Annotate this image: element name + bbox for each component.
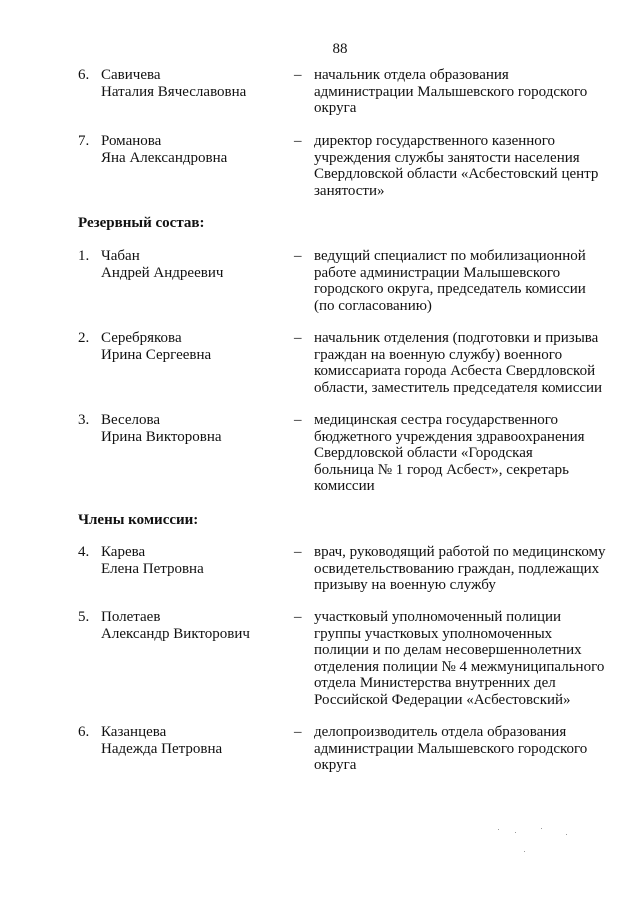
- page-number: 88: [332, 41, 348, 57]
- description-line: городского округа, председатель комиссии: [314, 281, 586, 297]
- description-line: медицинская сестра государственного: [314, 412, 559, 428]
- description-line: группы участковых уполномоченных: [314, 625, 553, 642]
- section-heading-reserve: Резервный состав:: [78, 215, 205, 231]
- description-line: участковый уполномоченный полиции: [314, 609, 562, 625]
- item-number: 6.: [78, 724, 90, 740]
- person-surname: Серебрякова: [101, 330, 182, 346]
- description-line: администрации Малышевского городского: [314, 83, 588, 100]
- item-number: 6.: [78, 67, 90, 83]
- description-line: больница № 1 город Асбест», секретарь: [314, 461, 569, 478]
- dash-separator: –: [294, 133, 302, 149]
- item-number: 3.: [78, 412, 90, 428]
- description-line: комиссариата города Асбеста Свердловской: [314, 363, 596, 379]
- description-line: врач, руководящий работой по медицинскому: [314, 544, 606, 560]
- position-description: [314, 330, 619, 396]
- description-line: отдела Министерства внутренних дел: [314, 675, 556, 691]
- dash-separator: –: [294, 412, 302, 428]
- person-name: [101, 67, 286, 100]
- description-line: Свердловской области «Городская: [314, 445, 533, 461]
- person-given-names: Ирина Сергеевна: [101, 346, 212, 363]
- person-name: [101, 133, 286, 166]
- scan-speck: [566, 834, 567, 835]
- description-line: делопроизводитель отдела образования: [314, 724, 567, 740]
- person-given-names: Надежда Петровна: [101, 740, 223, 757]
- item-number: 4.: [78, 544, 90, 560]
- person-given-names: Александр Викторович: [101, 625, 250, 642]
- position-description: [314, 67, 619, 117]
- person-name: [101, 412, 286, 445]
- dash-separator: –: [294, 544, 302, 560]
- person-surname: Чабан: [101, 248, 140, 264]
- person-surname: Савичева: [101, 67, 161, 83]
- person-given-names: Андрей Андреевич: [101, 264, 224, 281]
- person-surname: Казанцева: [101, 724, 167, 740]
- dash-separator: –: [294, 67, 302, 83]
- description-line: освидетельствованию граждан, подлежащих: [314, 560, 600, 577]
- scan-speck: [498, 829, 499, 830]
- position-description: [314, 544, 619, 594]
- item-number: 7.: [78, 133, 90, 149]
- scan-speck: [541, 828, 542, 829]
- description-line: ведущий специалист по мобилизационной: [314, 248, 586, 264]
- person-name: [101, 724, 286, 757]
- description-line: граждан на военную службу) военного: [314, 346, 563, 363]
- description-line: отделения полиции № 4 межмуниципального: [314, 658, 605, 675]
- item-number: 2.: [78, 330, 90, 346]
- dash-separator: –: [294, 724, 302, 740]
- description-line: занятости»: [314, 182, 385, 199]
- dash-separator: –: [294, 248, 302, 264]
- person-surname: Карева: [101, 544, 146, 560]
- position-description: [314, 412, 619, 495]
- person-given-names: Наталия Вячеславовна: [101, 83, 247, 100]
- scan-speck: [524, 851, 525, 852]
- scan-speck: [515, 832, 516, 833]
- description-line: бюджетного учреждения здравоохранения: [314, 428, 585, 445]
- description-line: администрации Малышевского городского: [314, 740, 588, 757]
- description-line: учреждения службы занятости населения: [314, 149, 580, 166]
- person-surname: Романова: [101, 133, 162, 149]
- dash-separator: –: [294, 330, 302, 346]
- person-given-names: Ирина Викторовна: [101, 428, 222, 445]
- person-surname: Веселова: [101, 412, 161, 428]
- description-line: начальник отделения (подготовки и призыва: [314, 330, 599, 346]
- description-line: директор государственного казенного: [314, 133, 556, 149]
- position-description: [314, 724, 619, 774]
- person-surname: Полетаев: [101, 609, 161, 625]
- description-line: округа: [314, 100, 357, 116]
- section-heading-members: Члены комиссии:: [78, 512, 199, 528]
- item-number: 1.: [78, 248, 90, 264]
- description-line: (по согласованию): [314, 297, 432, 314]
- position-description: [314, 609, 619, 708]
- description-line: округа: [314, 757, 357, 773]
- person-name: [101, 544, 286, 577]
- person-given-names: Яна Александровна: [101, 149, 228, 166]
- person-given-names: Елена Петровна: [101, 560, 204, 577]
- description-line: Российской Федерации «Асбестовский»: [314, 691, 571, 708]
- description-line: полиции и по делам несовершеннолетних: [314, 642, 582, 658]
- description-line: области, заместитель председателя комиссии: [314, 379, 603, 396]
- description-line: начальник отдела образования: [314, 67, 509, 83]
- person-name: [101, 248, 286, 281]
- description-line: Свердловской области «Асбестовский центр: [314, 166, 599, 182]
- description-line: призыву на военную службу: [314, 577, 496, 593]
- position-description: [314, 133, 619, 199]
- dash-separator: –: [294, 609, 302, 625]
- person-name: [101, 330, 286, 363]
- person-name: [101, 609, 286, 642]
- item-number: 5.: [78, 609, 90, 625]
- description-line: комиссии: [314, 478, 375, 494]
- description-line: работе администрации Малышевского: [314, 264, 561, 281]
- position-description: [314, 248, 619, 314]
